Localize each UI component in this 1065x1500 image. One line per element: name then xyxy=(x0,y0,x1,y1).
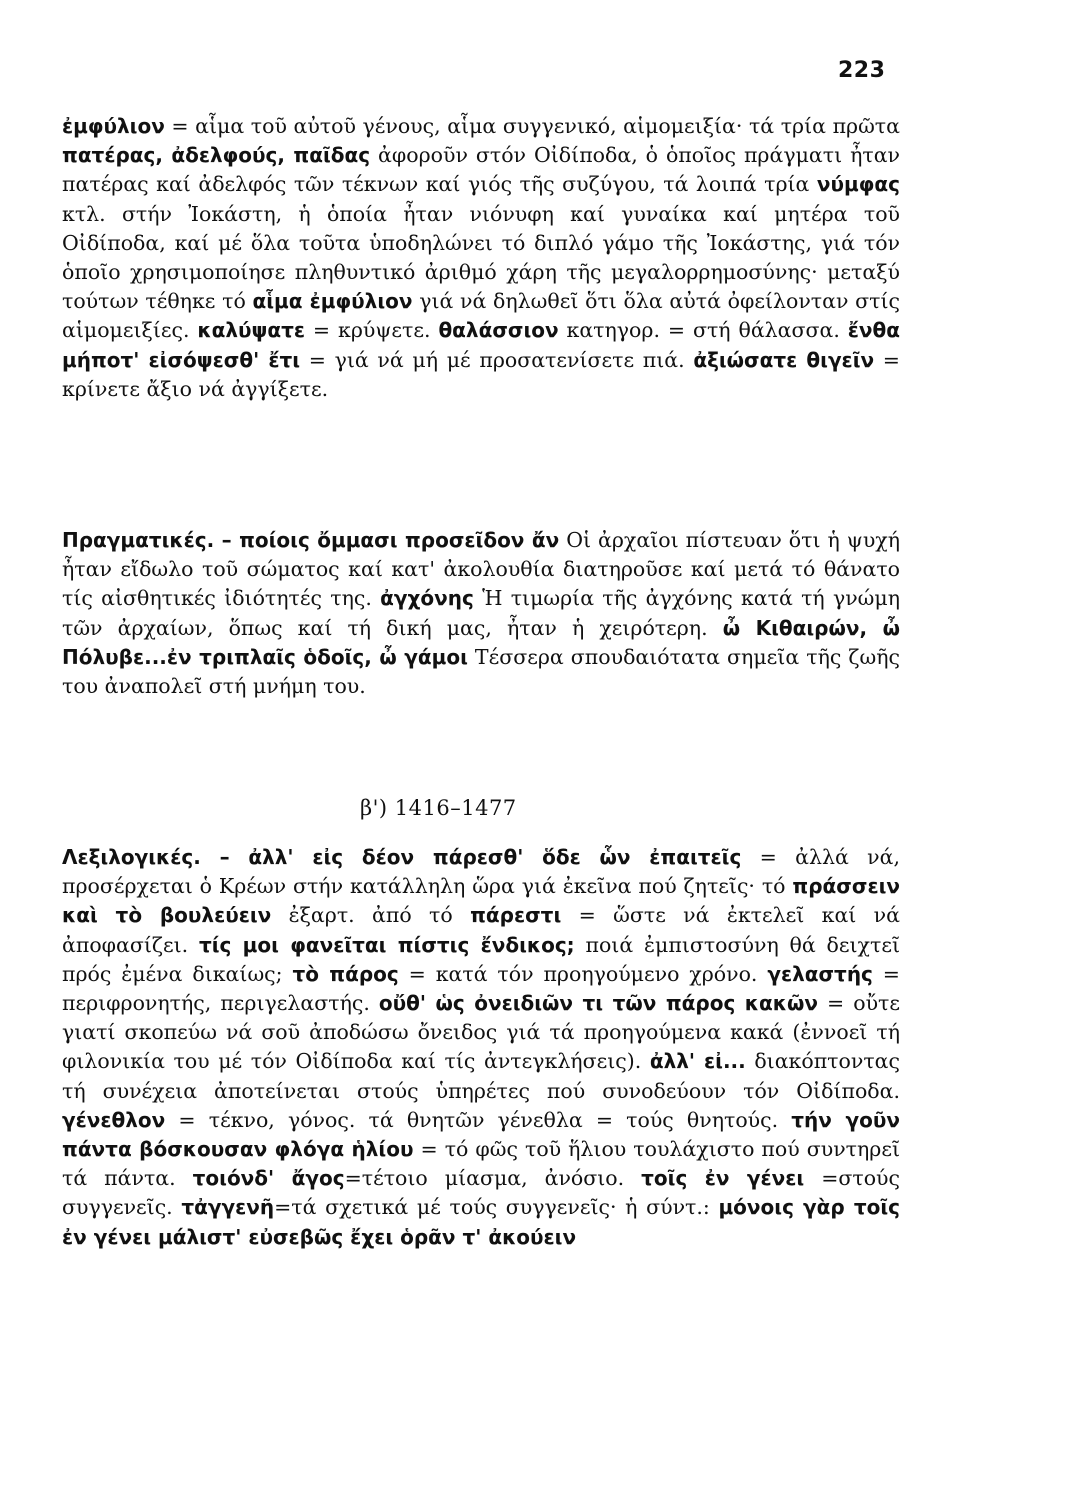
bold-term: τοῖς ἐν γένει xyxy=(641,1166,805,1191)
bold-term: γένεθλον xyxy=(62,1107,166,1132)
gloss-text: =τέτοιο μίασμα, ἀνόσιο. xyxy=(344,1166,642,1191)
gloss-text: ἐξαρτ. ἀπό τό xyxy=(271,903,471,928)
gloss-text: ποιά ἐμπιστοσύνη θά δειχτεῖ πρός ἐμένα δικαίως; xyxy=(62,932,900,986)
bold-term: τοιόνδ' ἄγος xyxy=(192,1166,345,1191)
gloss-text: =τά σχετικά μέ τούς συγγενεῖς· ἡ σύντ.: xyxy=(274,1195,719,1220)
gloss-text: = κρύψετε. xyxy=(305,318,439,343)
gloss-text: = ὥστε νά ἐκτελεῖ καί νά ἀποφασίζει. xyxy=(62,903,900,957)
gloss-text: = ἀλλά νά, προσέρχεται ὁ Κρέων στήν κατάλληλη ὥρα γιά ἐκεῖνα πού ζητεῖς· τό xyxy=(62,845,900,899)
page-number: 223 xyxy=(838,58,886,83)
gloss-text: κτλ. στήν Ἰοκάστη, ἡ ὁποία ἦταν νιόνυφη καί γυναίκα καί μητέρα τοῦ Οἰδίποδα, καί μέ ὅλα τοῦτα ὑποδηλώνει τό διπλό γάμο τῆς Ἰοκάστης, γιά τόν ὁποῖο χρησιμοποίησε πληθυντικό ἀριθμό χάρη τῆς μεγαλορρημοσύνης· μεταξύ τούτων τέθηκε τό xyxy=(62,201,900,314)
bold-term: νύμφας xyxy=(816,172,900,197)
bold-term: ἀξιώσατε θιγεῖν xyxy=(693,347,875,372)
bold-term: γελαστής xyxy=(767,961,873,986)
gloss-text: γιά νά δηλωθεῖ ὅτι ὅλα αὐτά ὀφείλονταν στίς αἱμομειξίες. xyxy=(62,289,901,343)
gloss-text: Ἡ τιμωρία τῆς ἀγχόνης κατά τή γνώμη τῶν ἀρχαίων, ὅπως καί τή δική μας, ἦταν ἡ χειρότερη. xyxy=(62,586,900,640)
gloss-text: κατηγορ. = στή θάλασσα. xyxy=(558,318,848,343)
bold-term: τίς μοι φανεῖται πίστις ἔνδικος; xyxy=(199,932,575,957)
bold-term: πάρεστι xyxy=(470,903,562,928)
gloss-text: ἀφοροῦν στόν Οἰδίποδα, ὁ ὁποῖος πράγματι ἦταν πατέρας καί ἀδελφός τῶν τέκνων καί γιός τῆς συζύγου, τά λοιπά τρία xyxy=(62,143,900,197)
bold-term: ἐμφύλιον xyxy=(62,114,165,138)
bold-term: καλύψατε xyxy=(197,318,306,343)
bold-term: ὦ Κιθαιρών, ὦ Πόλυβε...ἐν τριπλαῖς ὁδοῖς, ὦ γάμοι xyxy=(62,615,900,669)
bold-term: πατέρας, ἀδελφούς, παῖδας xyxy=(62,143,371,168)
gloss-text: Οἱ ἀρχαῖοι πίστευαν ὅτι ἡ ψυχή ἦταν εἴδωλο τοῦ σώματος καί κατ' ἀκολουθία διατηροῦσε καί μετά τό θάνατο τίς αἰσθητικές ἰδιότητές της. xyxy=(62,528,901,611)
section-heading: β') 1416–1477 xyxy=(360,796,517,820)
bold-term: μόνοις γὰρ τοῖς ἐν γένει μάλιστ' εὐσεβῶς ἔχει ὁρᾶν τ' ἀκούειν xyxy=(62,1195,900,1249)
gloss-text: = αἷμα τοῦ αὐτοῦ γένους, αἷμα συγγενικό, αἱμομειξία· τά τρία πρῶτα xyxy=(164,114,900,138)
bold-term: Λεξιλογικές. – ἀλλ' εἰς δέον πάρεσθ' ὅδε ὧν ἐπαιτεῖς xyxy=(62,845,742,869)
bold-term: τἀγγενῆ xyxy=(181,1195,275,1220)
paragraph-lexical-notes xyxy=(62,843,900,1252)
gloss-text: = κατά τόν προηγούμενο χρόνο. xyxy=(398,961,768,986)
gloss-text: = γιά νά μή μέ προσατενίσετε πιά. xyxy=(300,347,694,372)
bold-term: ἀλλ' εἰ... xyxy=(649,1049,746,1074)
bold-term: οὔθ' ὡς ὀνειδιῶν τι τῶν πάρος κακῶν xyxy=(378,991,818,1016)
gloss-text: =στούς συγγενεῖς. xyxy=(62,1166,900,1220)
bold-term: τήν γοῦν πάντα βόσκουσαν φλόγα ἡλίου xyxy=(62,1107,900,1162)
gloss-text: = τέκνο, γόνος. τά θνητῶν γένεθλα = τούς θνητούς. xyxy=(165,1107,792,1132)
paragraph-factual-notes xyxy=(62,526,900,701)
gloss-text: = κρίνετε ἄξιο νά ἀγγίξετε. xyxy=(62,347,900,401)
bold-term: Πραγματικές. – ποίοις ὄμμασι προσεῖδον ἄν xyxy=(62,528,560,552)
gloss-text: = τό φῶς τοῦ ἥλιου τουλάχιστο πού συντηρεῖ τά πάντα. xyxy=(62,1137,900,1191)
bold-term: τὸ πάρος xyxy=(292,961,399,986)
bold-term: ἀγχόνης xyxy=(380,586,474,611)
gloss-text: = περιφρονητής, περιγελαστής. xyxy=(62,961,900,1016)
bold-term: θαλάσσιον xyxy=(438,318,559,343)
bold-term: αἷμα ἐμφύλιον xyxy=(252,289,413,314)
gloss-text: = οὔτε γιατί σκοπεύω νά σοῦ ἀποδώσω ὄνειδος γιά τά προηγούμενα κακά (ἐννοεῖ τή φιλονικία του μέ τόν Οἰδίποδα καί τίς ἀντεγκλήσεις). xyxy=(62,991,900,1074)
gloss-text: Τέσσερα σπουδαιότατα σημεῖα τῆς ζωῆς του ἀναπολεῖ στή μνήμη του. xyxy=(62,644,900,699)
paragraph-vocabulary-notes xyxy=(62,112,900,404)
bold-term: πράσσειν καὶ τὸ βουλεύειν xyxy=(62,874,900,928)
gloss-text: διακόπτοντας τή συνέχεια ἀποτείνεται στούς ὑπηρέτες πού συνοδεύουν τόν Οἰδίποδα. xyxy=(62,1049,900,1103)
bold-term: ἔνθα μήποτ' εἰσόψεσθ' ἔτι xyxy=(62,318,901,372)
